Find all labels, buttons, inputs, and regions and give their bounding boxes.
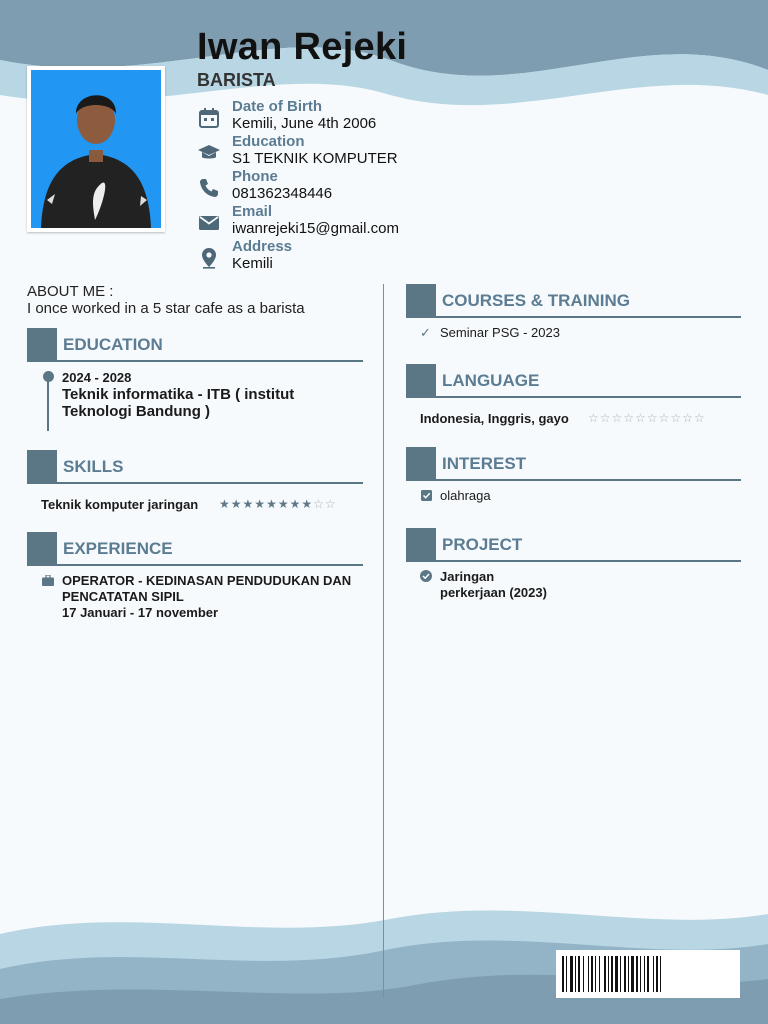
info-value: Kemili [232,255,273,272]
section-title: EDUCATION [63,335,163,354]
rating-star-icon: ★ [242,497,255,511]
info-label: Email [232,203,273,220]
section-header-interest [406,447,741,481]
rating-star-icon: ★ [301,497,314,511]
project-line1: Jaringan [440,569,495,584]
barcode-graphic [556,950,740,998]
info-date-of-birth [197,98,457,132]
check-circle-icon [420,570,432,582]
info-label: Education [232,133,305,150]
about-title: ABOUT ME : [27,283,114,300]
phone-icon [197,176,221,200]
info-value: iwanrejeki15@gmail.com [232,220,399,237]
course-item: Seminar PSG - 2023 [440,325,560,340]
rating-star-icon: ☆ [623,411,636,425]
section-title: PROJECT [442,535,523,554]
info-label: Address [232,238,293,255]
section-title: EXPERIENCE [63,539,173,558]
section-header-education [27,328,363,362]
interest-item: olahraga [440,488,491,503]
rating-star-icon: ☆ [658,411,671,425]
timeline-line [47,381,49,431]
info-value: Kemili, June 4th 2006 [232,115,377,132]
language-rating [588,411,706,425]
education-years: 2024 - 2028 [62,370,132,385]
skill-name: Teknik komputer jaringan [41,497,199,512]
section-header-project [406,528,741,562]
rating-star-icon: ☆ [313,497,325,511]
project-line2: perkerjaan (2023) [440,585,547,600]
rating-star-icon: ☆ [693,411,706,425]
checkbox-checked-icon [421,490,432,501]
info-education [197,133,457,167]
info-value: S1 TEKNIK KOMPUTER [232,150,398,167]
rating-star-icon: ☆ [635,411,647,425]
check-icon: ✓ [420,325,431,340]
rating-star-icon: ☆ [670,411,683,425]
section-header-courses [406,284,741,318]
education-school-line2: Teknologi Bandung ) [62,403,211,420]
candidate-role: BARISTA [197,70,276,90]
experience-period: 17 Januari - 17 november [62,605,219,620]
section-title: LANGUAGE [442,371,540,390]
briefcase-icon [42,575,54,586]
location-pin-icon [197,246,221,270]
info-address [197,238,457,272]
rating-star-icon: ☆ [588,411,600,425]
profile-photo [27,66,165,232]
rating-star-icon: ★ [266,497,278,511]
rating-star-icon: ★ [230,497,243,511]
rating-star-icon: ☆ [324,497,337,511]
section-title: COURSES & TRAINING [442,291,630,310]
barcode [556,950,740,998]
candidate-name: Iwan Rejeki [197,26,408,68]
skill-rating [219,497,337,511]
calendar-icon [197,106,221,130]
info-email [197,203,457,237]
info-label: Phone [232,168,278,185]
experience-title-line2: PENCATATAN SIPIL [62,589,184,604]
rating-star-icon: ★ [219,497,231,511]
graduation-cap-icon [197,141,221,165]
rating-star-icon: ★ [254,497,267,511]
rating-star-icon: ☆ [599,411,612,425]
section-header-skills [27,450,363,484]
rating-star-icon: ☆ [682,411,694,425]
experience-title-line1: OPERATOR - KEDINASAN PENDUDUKAN DAN [62,573,352,588]
rating-star-icon: ☆ [611,411,624,425]
section-header-language [406,364,741,398]
section-title: INTEREST [442,454,527,473]
about-text: I once worked in a 5 star cafe as a barista [27,300,305,317]
rating-star-icon: ★ [277,497,290,511]
rating-star-icon: ☆ [646,411,659,425]
section-header-experience [27,532,363,566]
language-name: Indonesia, Inggris, gayo [420,411,569,426]
education-school-line1: Teknik informatika - ITB ( institut [62,386,295,403]
info-label: Date of Birth [232,98,322,115]
info-phone [197,168,457,202]
section-title: SKILLS [63,457,124,476]
rating-star-icon: ★ [289,497,302,511]
info-value: 081362348446 [232,185,333,202]
column-divider [383,284,384,998]
email-icon [197,211,221,235]
